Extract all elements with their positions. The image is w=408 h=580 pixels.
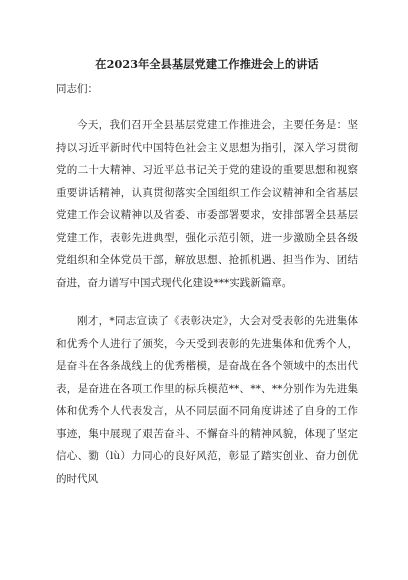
paragraph-1: 今天，我们召开全县基层党建工作推进会，主要任务是：坚持以习近平新时代中国特色社会主义思想为指引，深入学习贯彻党的二十大精神、习近平总书记关于党的建设的重要思想和视察重要讲话精神，认真贯彻落实全国组织工作会议精神和全省基层党建工作会议精神以及省委、市委部署要求，安排部署全县基层党建工作，表彰先进典型，强化示范引领，进一步激励全县各级党组织和全体党员干部，解放思想、抢抓机遇、担当作为、团结奋进，奋力谱写中国式现代化建设***实践新篇章。 <box>56 119 358 289</box>
document-title: 在2023年全县基层党建工作推进会上的讲话 <box>95 57 319 71</box>
paragraph-2: 刚才，*同志宣读了《表彰决定》，大会对受表彰的先进集体和优秀个人进行了颁奖，今天受到表彰的先进集体和优秀个人，是奋斗在各条战线上的优秀楷模，是奋战在各个领域中的杰出代表，是奋进在各项工作里的标兵模范**、**、**分别作为先进集体和优秀个人代表发言，从不同层面不同角度讲述了自身的工作事迹，集中展现了艰苦奋斗、不懈奋斗的精神风貌，体现了坚定信心、勠（lù）力同心的良好风范，彰显了踏实创业、奋力创优的时代风 <box>56 315 358 485</box>
greeting-line: 同志们： <box>56 83 98 95</box>
